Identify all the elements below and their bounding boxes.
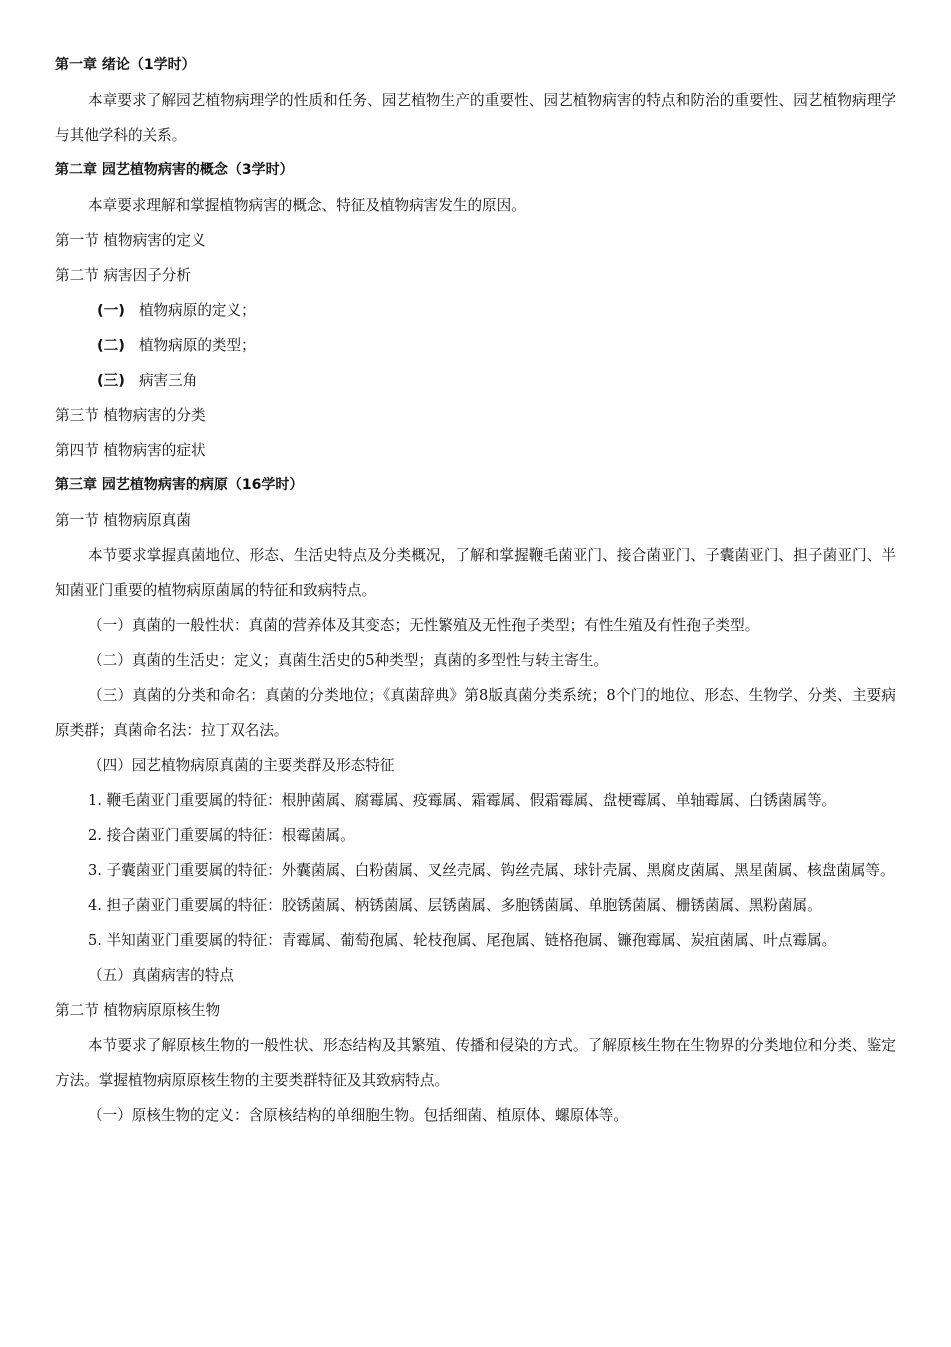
chapter-3-section-2: 第二节 植物病原原核生物 [55, 1002, 221, 1019]
chapter-3-title: 第三章 园艺植物病害的病原（16学时） [55, 477, 304, 493]
section-2-intro: 本节要求了解原核生物的一般性状、形态结构及其繁殖、传播和侵染的方式。了解原核生物在生物界的分类地位和分类、鉴定方法。掌握植物病原原核生物的主要类群特征及其致病特点。 [55, 1037, 896, 1089]
fungal-disease-features: （五）真菌病害的特点 [88, 967, 234, 984]
list-item-number: (二) [97, 337, 125, 354]
group-deuteromycotina: 5. 半知菌亚门重要属的特征：青霉属、葡萄孢属、轮枝孢属、尾孢属、链格孢属、镰孢霉属、炭疽菌属、叶点霉属。 [88, 932, 837, 949]
list-item-number: (三) [97, 372, 125, 389]
fungi-general-traits: （一）真菌的一般性状：真菌的营养体及其变态；无性繁殖及无性孢子类型；有性生殖及有性孢子类型。 [88, 617, 760, 634]
prokaryote-definition: （一）原核生物的定义：含原核结构的单细胞生物。包括细菌、植原体、螺原体等。 [88, 1107, 628, 1124]
list-item [55, 293, 896, 328]
group-mastigomycotina: 1. 鞭毛菌亚门重要属的特征：根肿菌属、腐霉属、疫霉属、霜霉属、假霜霉属、盘梗霉属、单轴霉属、白锈菌属等。 [88, 792, 837, 809]
chapter-2-section-1: 第一节 植物病害的定义 [55, 232, 206, 249]
fungi-main-groups: （四）园艺植物病原真菌的主要类群及形态特征 [88, 757, 395, 774]
list-item-text: 植物病原的定义； [138, 302, 256, 319]
list-item-number: (一) [97, 302, 125, 319]
chapter-2-intro: 本章要求理解和掌握植物病害的概念、特征及植物病害发生的原因。 [88, 197, 526, 214]
list-item [55, 363, 896, 398]
chapter-1-intro: 本章要求了解园艺植物病理学的性质和任务、园艺植物生产的重要性、园艺植物病害的特点和防治的重要性、园艺植物病理学与其他学科的关系。 [55, 92, 896, 144]
group-ascomycotina: 3. 子囊菌亚门重要属的特征：外囊菌属、白粉菌属、叉丝壳属、钩丝壳属、球针壳属、黑腐皮菌属、黑星菌属、核盘菌属等。 [88, 862, 895, 879]
fungi-classification: （三）真菌的分类和命名：真菌的分类地位；《真菌辞典》第8版真菌分类系统；8个门的地位、形态、生物学、分类、主要病原类群；真菌命名法：拉丁双名法。 [55, 687, 896, 739]
group-zygomycotina: 2. 接合菌亚门重要属的特征：根霉菌属。 [88, 827, 355, 844]
list-item-text: 病害三角 [138, 372, 198, 389]
list-item [55, 328, 896, 363]
section-1-intro: 本节要求掌握真菌地位、形态、生活史特点及分类概况，了解和掌握鞭毛菌亚门、接合菌亚门、子囊菌亚门、担子菌亚门、半知菌亚门重要的植物病原菌属的特征和致病特点。 [55, 547, 896, 599]
chapter-2-title: 第二章 园艺植物病害的概念（3学时） [55, 162, 294, 178]
chapter-3-section-1: 第一节 植物病原真菌 [55, 512, 191, 529]
chapter-2-section-3: 第三节 植物病害的分类 [55, 407, 206, 424]
fungi-life-history: （二）真菌的生活史：定义；真菌生活史的5种类型；真菌的多型性与转主寄生。 [88, 652, 609, 669]
chapter-2-section-4: 第四节 植物病害的症状 [55, 442, 206, 459]
chapter-1-title: 第一章 绪论（1学时） [55, 57, 196, 73]
list-item-text: 植物病原的类型； [138, 337, 256, 354]
group-basidiomycotina: 4. 担子菌亚门重要属的特征：胶锈菌属、柄锈菌属、层锈菌属、多胞锈菌属、单胞锈菌属、栅锈菌属、黑粉菌属。 [88, 897, 822, 914]
chapter-2-section-2: 第二节 病害因子分析 [55, 267, 191, 284]
